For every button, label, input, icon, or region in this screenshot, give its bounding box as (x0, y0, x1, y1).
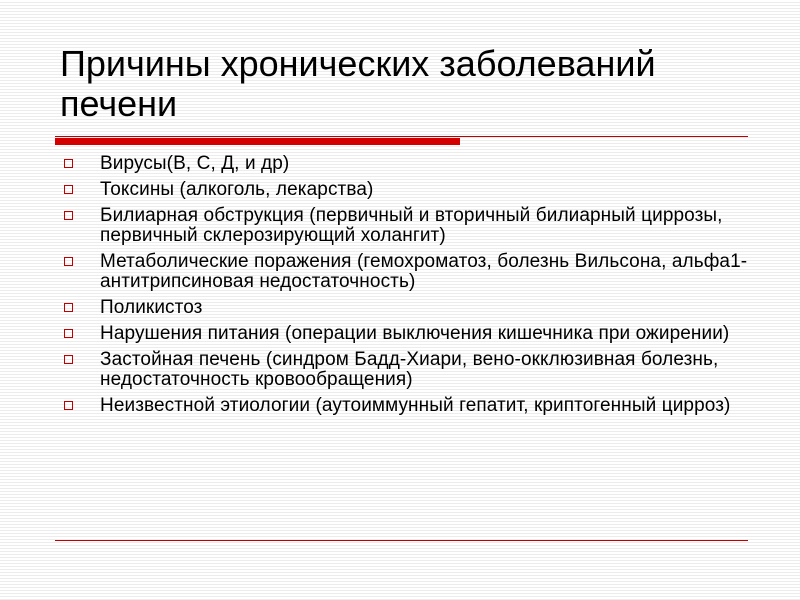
list-item (62, 206, 752, 246)
bullet-text: Вирусы(В, С, Д, и др) (100, 153, 290, 174)
list-item (62, 252, 752, 292)
bullet-text: Застойная печень (синдром Бадд-Хиари, вено-окклюзивная болезнь, недостаточность кровообращения) (100, 349, 719, 390)
list-item (62, 154, 752, 174)
list-item (62, 180, 752, 200)
hollow-square-icon (64, 211, 73, 220)
hollow-square-icon (64, 401, 73, 410)
hollow-square-icon (64, 159, 73, 168)
hollow-square-icon (64, 303, 73, 312)
bullet-text: Неизвестной этиологии (аутоиммунный гепатит, криптогенный цирроз) (100, 395, 731, 416)
bullet-list (62, 154, 752, 422)
hollow-square-icon (64, 329, 73, 338)
footer-divider (55, 540, 748, 541)
title-accent-bar (55, 138, 460, 145)
bullet-text: Билиарная обструкция (первичный и вторичный билиарный циррозы, первичный склерозирующий холангит) (100, 205, 723, 246)
bullet-text: Поликистоз (100, 297, 203, 318)
hollow-square-icon (64, 355, 73, 364)
list-item (62, 324, 752, 344)
list-item (62, 396, 752, 416)
slide-title: Причины хронических заболеваний печени (60, 43, 656, 124)
title-divider (55, 136, 748, 137)
hollow-square-icon (64, 257, 73, 266)
hollow-square-icon (64, 185, 73, 194)
list-item (62, 350, 752, 390)
bullet-text: Нарушения питания (операции выключения кишечника при ожирении) (100, 323, 730, 344)
list-item (62, 298, 752, 318)
bullet-text: Метаболические поражения (гемохроматоз, болезнь Вильсона, альфа1-антитрипсиновая недостаточность) (100, 251, 748, 292)
bullet-text: Токсины (алкоголь, лекарства) (100, 179, 374, 200)
